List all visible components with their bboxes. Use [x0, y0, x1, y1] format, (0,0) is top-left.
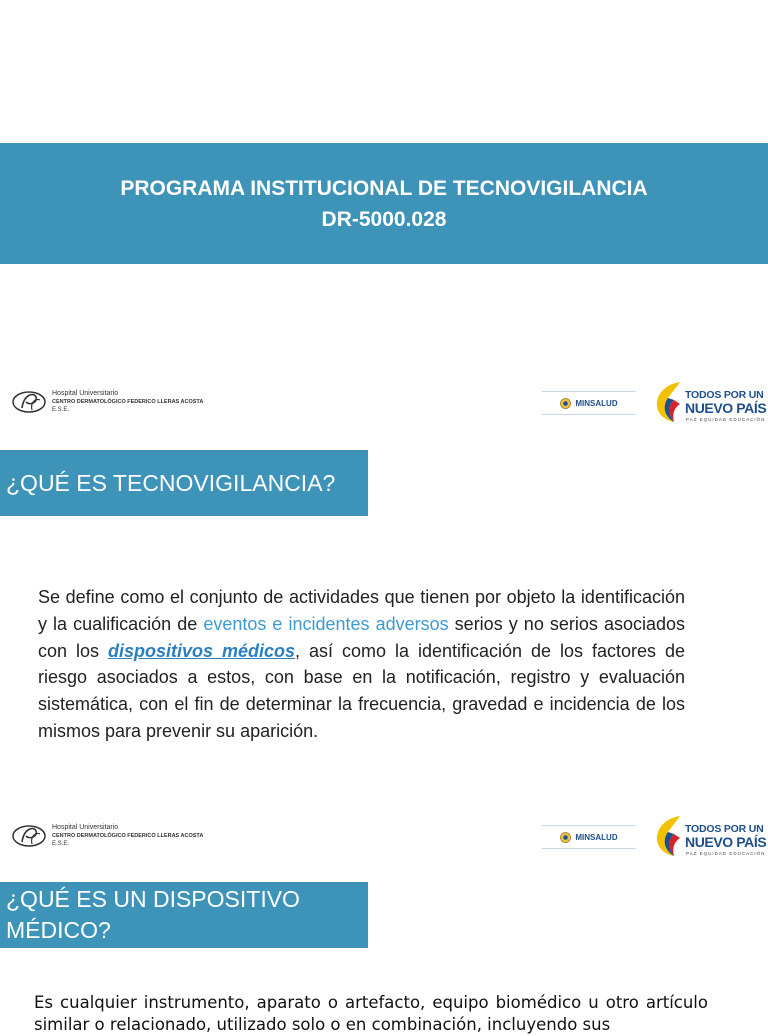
todos-line1: TODOS POR UN [685, 389, 764, 401]
title-band [0, 143, 768, 264]
todos-por-un-nuevo-pais-logo [654, 378, 767, 430]
paragraph-text: serios y no serios asociados con los [38, 613, 686, 661]
section-heading-tecnovigilancia [0, 450, 368, 516]
paragraph-text: Se define como el conjunto de actividades que tienen por objeto la identificación y la cualificación de [38, 587, 685, 634]
minsalud-label: MINSALUD [575, 832, 618, 842]
todos-por-un-nuevo-pais-logo [654, 812, 767, 864]
seal-icon [560, 398, 571, 409]
flag-swoosh-icon [654, 814, 684, 858]
todos-line2: NUEVO PAÍS [685, 834, 767, 850]
definition-paragraph [38, 584, 685, 745]
document-title: PROGRAMA INSTITUCIONAL DE TECNOVIGILANCIA [120, 176, 648, 200]
minsalud-logo [542, 391, 636, 415]
flag-swoosh-icon [654, 380, 684, 424]
section-heading-dispositivo-medico [0, 882, 368, 948]
seal-icon [560, 832, 571, 843]
medical-devices-link[interactable]: dispositivos médicos [107, 640, 296, 661]
section-heading-line1: ¿QUÉ ES UN DISPOSITIVO [6, 886, 300, 912]
hospital-logo [12, 822, 203, 850]
hospital-logo [12, 388, 203, 416]
hospital-name-line3: E.S.E. [52, 407, 70, 413]
section-heading-text: ¿QUÉ ES TECNOVIGILANCIA? [6, 469, 336, 496]
todos-line3: PAZ EQUIDAD EDUCACIÓN [686, 851, 766, 856]
minsalud-label: MINSALUD [575, 398, 618, 408]
todos-line1: TODOS POR UN [685, 823, 764, 835]
highlight-adverse-events: eventos e incidentes adversos [203, 613, 449, 634]
minsalud-logo [542, 825, 636, 849]
logo-row-2 [0, 812, 768, 872]
hospital-name-line2: CENTRO DERMATOLÓGICO FEDERICO LLERAS ACOSTA [52, 833, 204, 839]
logo-row-1 [0, 378, 768, 438]
document-code: DR-5000.028 [321, 207, 447, 231]
hospital-name-line1: Hospital Universitario [52, 390, 119, 397]
section-heading-line2: MÉDICO? [6, 917, 111, 943]
hospital-name-line3: E.S.E. [52, 841, 70, 847]
paragraph-text: , así como la identificación de los factores de riesgo asociados a estos, con base en la notificación, registro y evaluación sistemática, con el fin de determinar la frecuencia, gravedad e incidencia de los mismos para prevenir su aparición. [38, 640, 685, 741]
hospital-emblem-icon [12, 822, 48, 850]
hospital-emblem-icon [12, 388, 48, 416]
todos-line2: NUEVO PAÍS [685, 400, 767, 416]
device-definition-paragraph: Es cualquier instrumento, aparato o artefacto, equipo biomédico u otro artículo similar o relacionado, utilizado solo o en combinación, incluyendo sus [34, 993, 708, 1034]
todos-line3: PAZ EQUIDAD EDUCACIÓN [686, 417, 766, 422]
hospital-name-line2: CENTRO DERMATOLÓGICO FEDERICO LLERAS ACOSTA [52, 399, 204, 405]
hospital-name-line1: Hospital Universitario [52, 824, 119, 831]
